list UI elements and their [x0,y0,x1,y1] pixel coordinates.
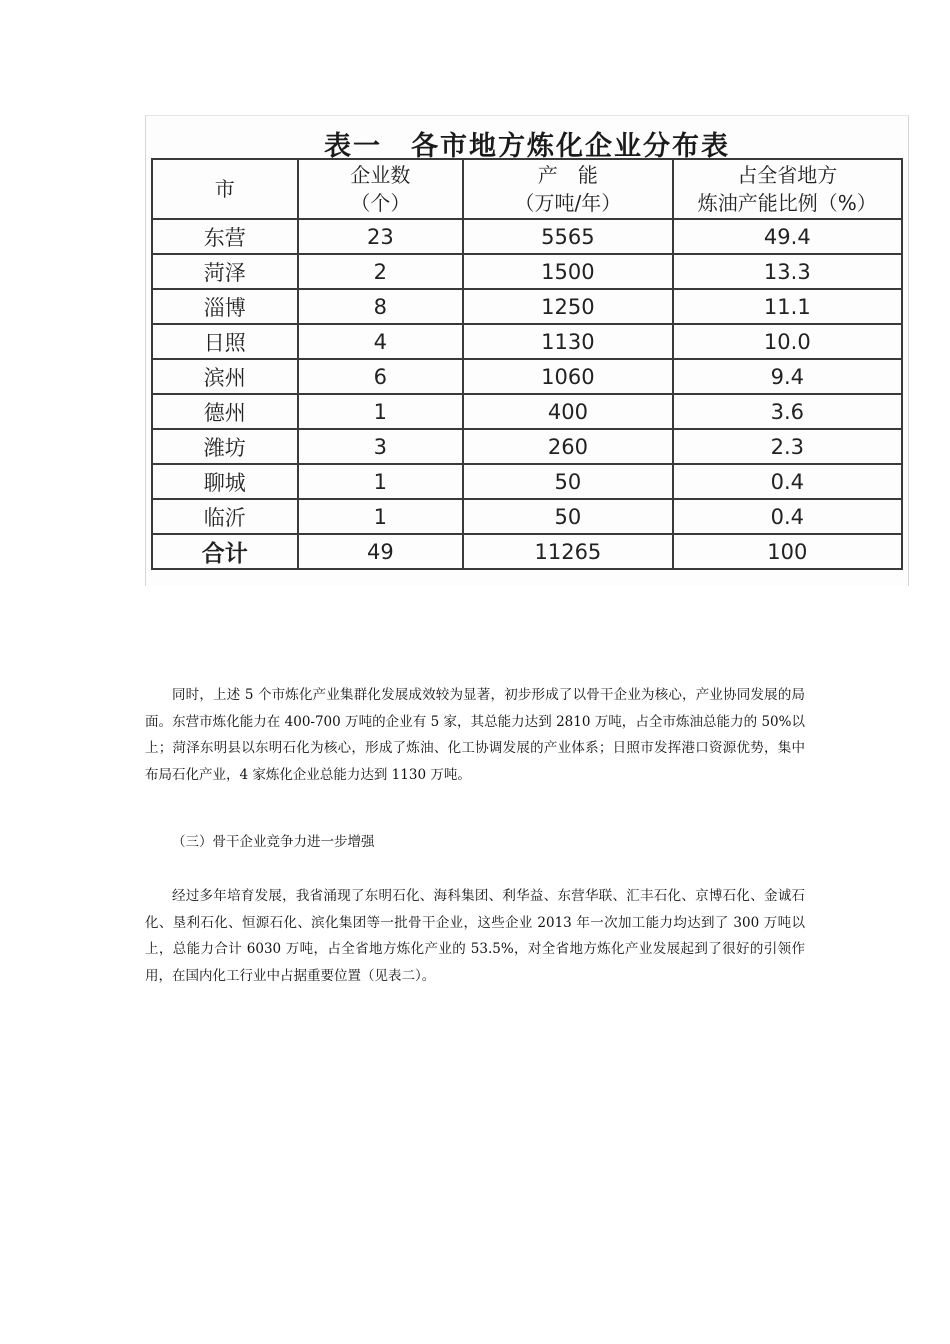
cell-share: 9.4 [673,359,902,394]
table-row [152,289,902,324]
cell-companies: 6 [298,359,464,394]
cell-share: 10.0 [673,324,902,359]
refinery-distribution-table-image [145,115,909,586]
cell-capacity: 50 [463,499,672,534]
table-row [152,429,902,464]
cell-capacity: 1060 [463,359,672,394]
cell-city: 滨州 [152,359,298,394]
header-capacity: 产 能 （万吨/年） [463,159,672,219]
cell-city: 德州 [152,394,298,429]
table-row [152,394,902,429]
table-row [152,324,902,359]
table-row [152,359,902,394]
cell-city: 日照 [152,324,298,359]
cell-companies: 23 [298,219,464,254]
cell-companies: 1 [298,499,464,534]
cell-capacity: 400 [463,394,672,429]
cell-share: 13.3 [673,254,902,289]
cell-share: 0.4 [673,499,902,534]
cell-companies: 49 [298,534,464,569]
table-row [152,499,902,534]
cell-city: 潍坊 [152,429,298,464]
cell-companies: 1 [298,464,464,499]
table-header-row [152,159,902,219]
cell-share: 49.4 [673,219,902,254]
cell-city: 聊城 [152,464,298,499]
cell-capacity: 50 [463,464,672,499]
header-city: 市 [152,159,298,219]
cell-share: 11.1 [673,289,902,324]
cell-city: 合计 [152,534,298,569]
cell-companies: 8 [298,289,464,324]
cell-share: 3.6 [673,394,902,429]
cell-capacity: 260 [463,429,672,464]
cell-capacity: 1250 [463,289,672,324]
cell-companies: 2 [298,254,464,289]
cell-capacity: 1130 [463,324,672,359]
table-total-row [152,534,902,569]
header-companies: 企业数 （个） [298,159,464,219]
paragraph-cluster-development: 同时，上述 5 个市炼化产业集群化发展成效较为显著，初步形成了以骨干企业为核心，产业协同发展的局面。东营市炼化能力在 400-700 万吨的企业有 5 家，其总能力达到 2810 万吨，占全市炼油总能力的 50%以上；菏泽东明县以东明石化为核心，形成了炼油、化工协调发展的产业体系；日照市发挥港口资源优势，集中布局石化产业，4 家炼化企业总能力达到 1130 万吨。 [145,687,805,783]
cell-city: 淄博 [152,289,298,324]
refinery-distribution-table [151,158,903,570]
section-heading-key-enterprises: （三）骨干企业竞争力进一步增强 [172,834,375,850]
cell-capacity: 11265 [463,534,672,569]
table-row [152,219,902,254]
cell-share: 100 [673,534,902,569]
cell-share: 0.4 [673,464,902,499]
cell-companies: 1 [298,394,464,429]
table-row [152,464,902,499]
cell-companies: 3 [298,429,464,464]
cell-city: 东营 [152,219,298,254]
cell-companies: 4 [298,324,464,359]
table-row [152,254,902,289]
paragraph-key-enterprises: 经过多年培育发展，我省涌现了东明石化、海科集团、利华益、东营华联、汇丰石化、京博石化、金诚石化、垦利石化、恒源石化、滨化集团等一批骨干企业，这些企业 2013 年一次加工能力均达到了 300 万吨以上，总能力合计 6030 万吨，占全省地方炼化产业的 53.5%，对全省地方炼化产业发展起到了很好的引领作用，在国内化工行业中占据重要位置（见表二）。 [145,888,805,984]
cell-city: 临沂 [152,499,298,534]
table-title: 表一 各市地方炼化企业分布表 [324,131,730,162]
header-share: 占全省地方 炼油产能比例（%） [673,159,902,219]
cell-capacity: 5565 [463,219,672,254]
cell-capacity: 1500 [463,254,672,289]
cell-city: 菏泽 [152,254,298,289]
cell-share: 2.3 [673,429,902,464]
